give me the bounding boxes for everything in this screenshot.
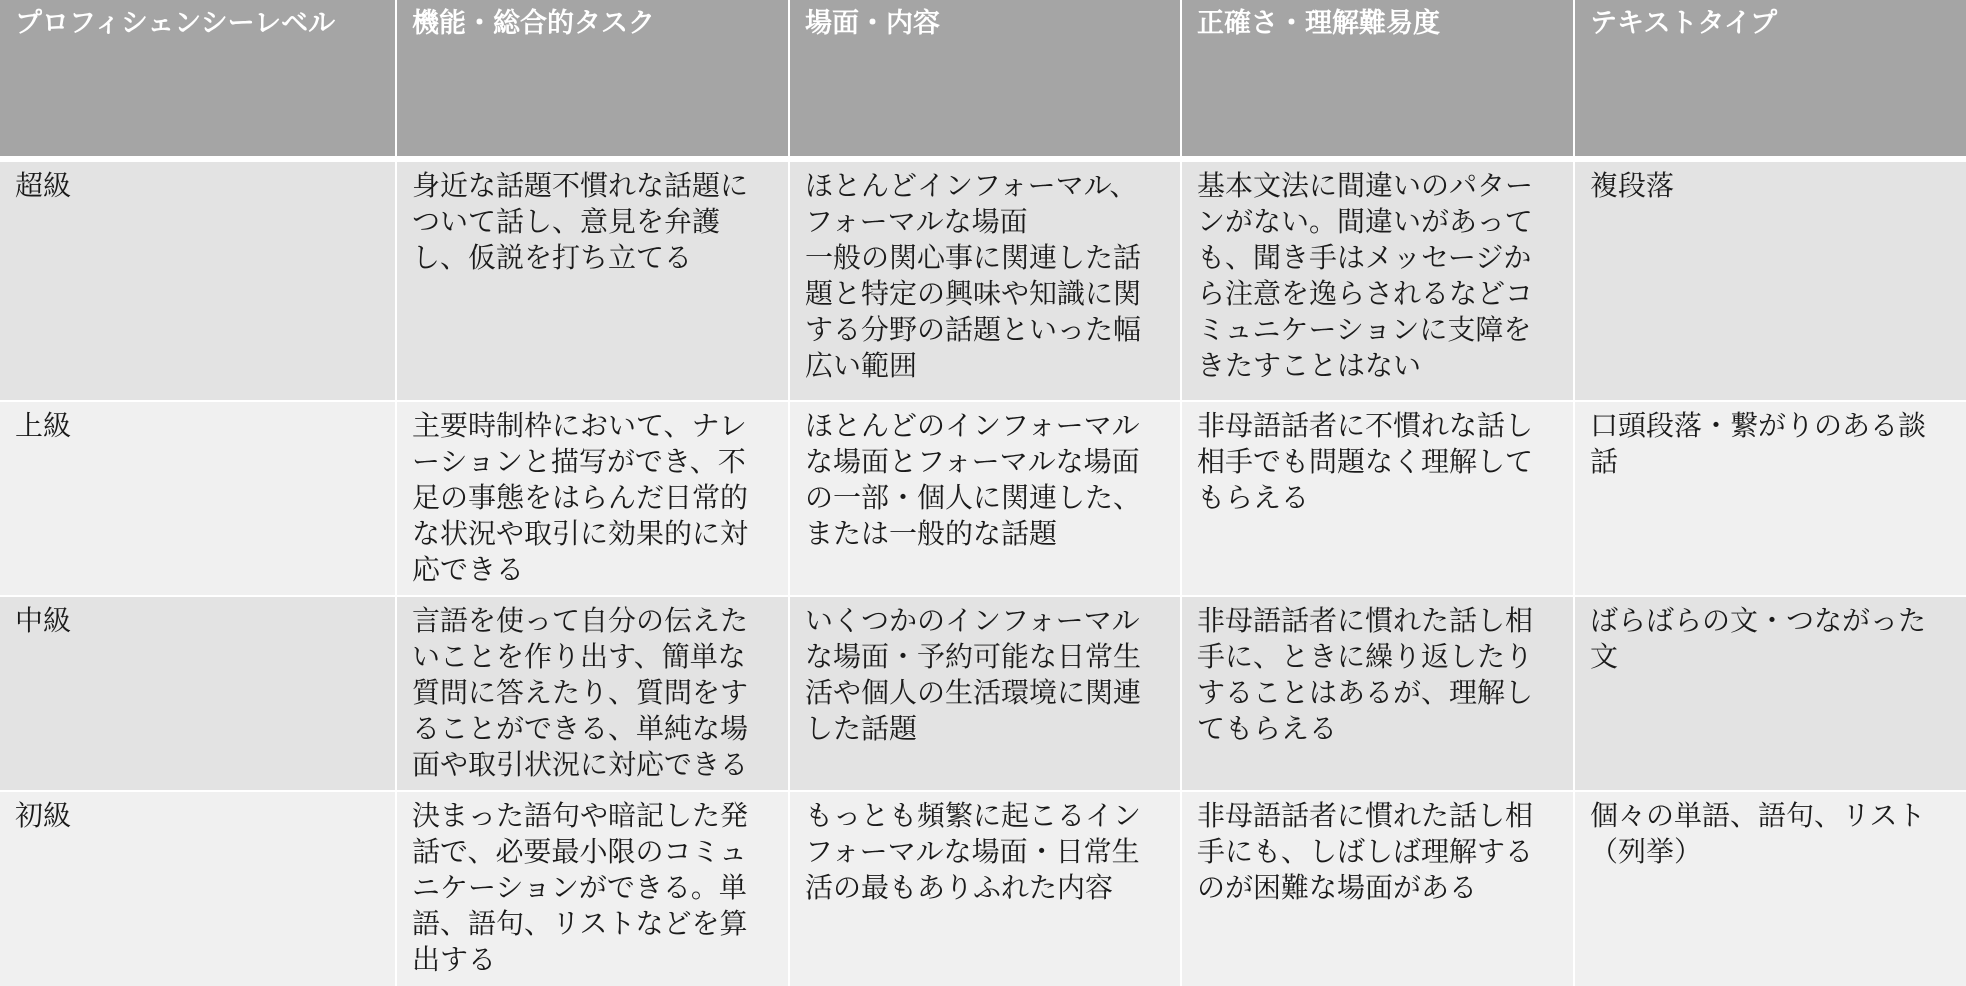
table-cell: いくつかのインフォーマルな場面・予約可能な日常生活や個人の生活環境に関連した話題 xyxy=(790,597,1180,790)
header-text-type: テキストタイプ xyxy=(1575,0,1966,156)
table-cell: 個々の単語、語句、リスト（列挙） xyxy=(1575,792,1966,986)
header-proficiency-level: プロフィシェンシーレベル xyxy=(0,0,395,156)
table-cell: ほとんどのインフォーマルな場面とフォーマルな場面の一部・個人に関連した、または一般的な話題 xyxy=(790,402,1180,595)
table-cell: 言語を使って自分の伝えたいことを作り出す、簡単な質問に答えたり、質問をすることができる、単純な場面や取引状況に対応できる xyxy=(397,597,788,790)
table-cell: 非母語話者に不慣れな話し相手でも問題なく理解してもらえる xyxy=(1182,402,1573,595)
table-cell: 口頭段落・繋がりのある談話 xyxy=(1575,402,1966,595)
header-context-content: 場面・内容 xyxy=(790,0,1180,156)
table-cell: 上級 xyxy=(0,402,395,595)
table-cell: 基本文法に間違いのパターンがない。間違いがあっても、聞き手はメッセージから注意を逸らされるなどコミュニケーションに支障をきたすことはない xyxy=(1182,162,1573,400)
table-cell: 身近な話題不慣れな話題について話し、意見を弁護し、仮説を打ち立てる xyxy=(397,162,788,400)
table-cell: 複段落 xyxy=(1575,162,1966,400)
table-cell: 主要時制枠において、ナレーションと描写ができ、不足の事態をはらんだ日常的な状況や取引に効果的に対応できる xyxy=(397,402,788,595)
table-cell: 初級 xyxy=(0,792,395,986)
table-cell: 非母語話者に慣れた話し相手にも、しばしば理解するのが困難な場面がある xyxy=(1182,792,1573,986)
header-function-task: 機能・総合的タスク xyxy=(397,0,788,156)
table-cell: 超級 xyxy=(0,162,395,400)
table-cell: ばらばらの文・つながった文 xyxy=(1575,597,1966,790)
table-cell: 非母語話者に慣れた話し相手に、ときに繰り返したりすることはあるが、理解してもらえる xyxy=(1182,597,1573,790)
table-cell: 決まった語句や暗記した発話で、必要最小限のコミュニケーションができる。単語、語句、リストなどを算出する xyxy=(397,792,788,986)
table-cell: もっとも頻繁に起こるインフォーマルな場面・日常生活の最もありふれた内容 xyxy=(790,792,1180,986)
table-cell: 中級 xyxy=(0,597,395,790)
table-cell: ほとんどインフォーマル、フォーマルな場面 一般の関心事に関連した話題と特定の興味や知識に関する分野の話題といった幅広い範囲 xyxy=(790,162,1180,400)
header-accuracy: 正確さ・理解難易度 xyxy=(1182,0,1573,156)
